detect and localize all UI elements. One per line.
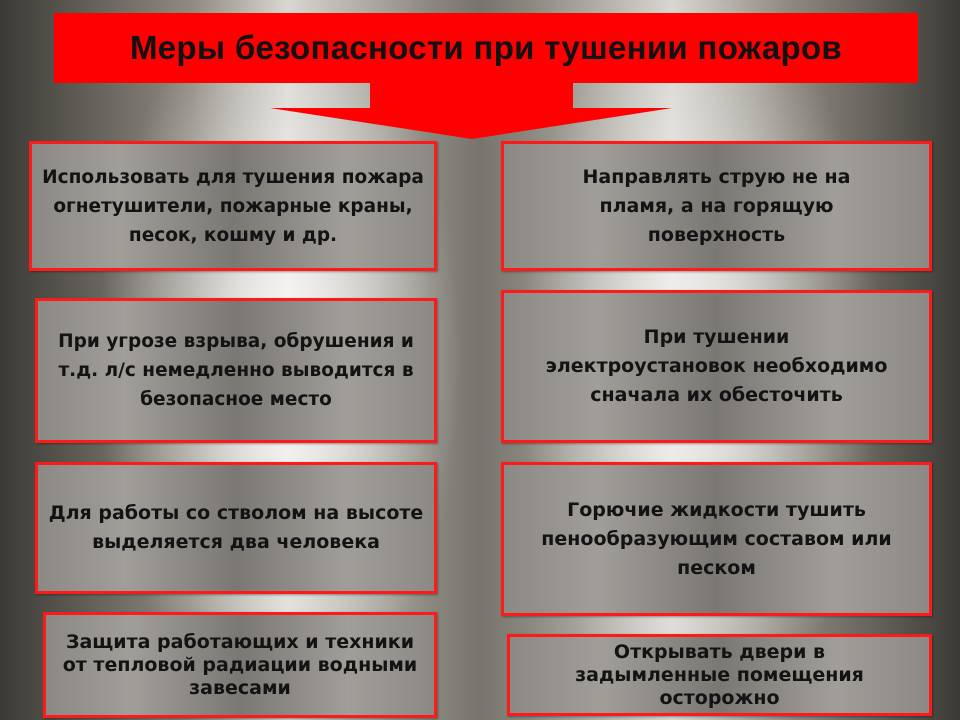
measure-text: Направлять струю не на пламя, а на горящую поверхность xyxy=(582,165,851,246)
measure-text: При угрозе взрыва, обрушения и т.д. л/с немедленно выводится в безопасное место xyxy=(58,331,414,410)
measure-text: Открывать двери в задымленные помещения осторожно xyxy=(575,640,864,709)
measure-text: Для работы со стволом на высоте выделяется два человека xyxy=(48,502,424,553)
measure-text: При тушении электроустановок необходимо сначала их обесточить xyxy=(545,326,888,406)
measure-text: Использовать для тушения пожара огнетушители, пожарные краны, песок, кошму и др. xyxy=(42,166,424,246)
measure-box-left-3 xyxy=(35,462,437,594)
measure-box-right-3 xyxy=(501,462,932,616)
measure-box-left-2 xyxy=(35,298,437,443)
measure-box-right-4 xyxy=(507,634,932,716)
measure-text: Защита работающих и техники от тепловой радиации водными завесами xyxy=(62,630,418,699)
measure-box-right-1 xyxy=(501,141,932,271)
measure-text: Горючие жидкости тушить пенообразующим составом или песком xyxy=(541,498,892,579)
title-banner xyxy=(54,13,918,83)
measure-box-left-4 xyxy=(43,612,437,718)
measure-box-right-2 xyxy=(501,290,932,443)
page-title: Меры безопасности при тушении пожаров xyxy=(129,29,842,66)
measure-box-left-1 xyxy=(29,141,437,271)
